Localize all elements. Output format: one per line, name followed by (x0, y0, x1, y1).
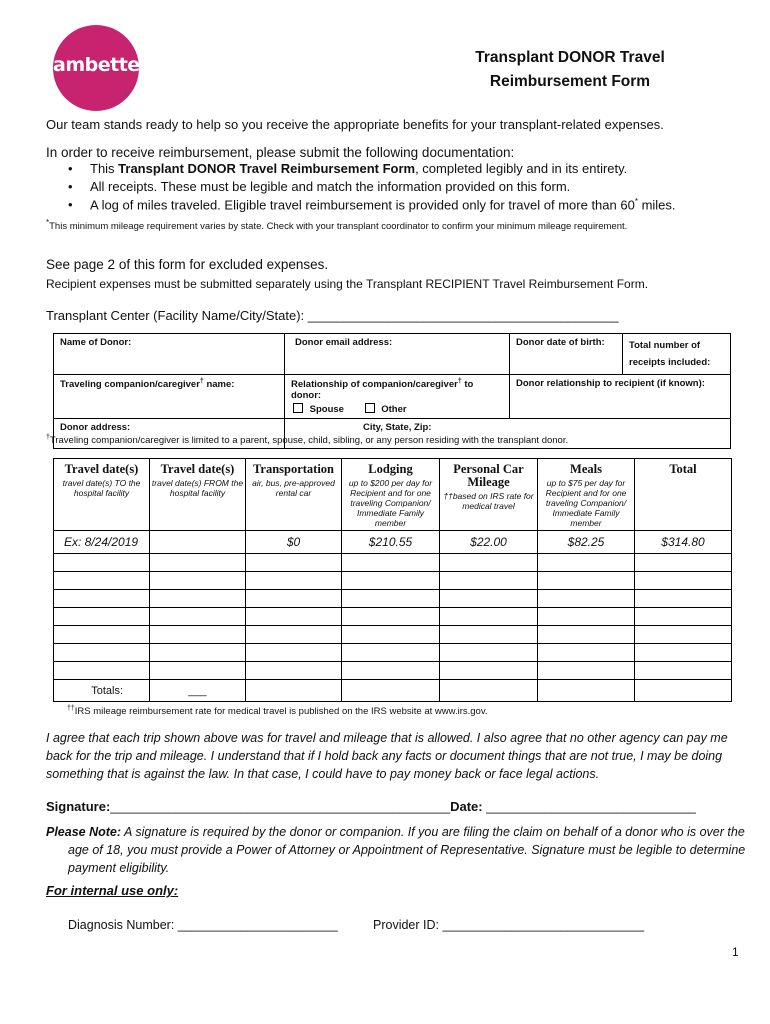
internal-use-label: For internal use only: (46, 883, 179, 898)
city-state-zip-cell[interactable]: City, State, Zip: (285, 419, 731, 449)
companion-name-cell[interactable]: Traveling companion/caregiver† name: (54, 375, 285, 419)
companion-footnote: †Traveling companion/caregiver is limited to a parent, spouse, child, sibling, or any person residing with the transplant donor. (46, 434, 569, 447)
donor-name-cell[interactable]: Name of Donor: (54, 334, 285, 375)
example-meals: $82.25 (538, 531, 635, 554)
spouse-checkbox[interactable] (293, 403, 303, 413)
donor-info-table (53, 333, 731, 449)
header-meals: Meals up to $75 per day for Recipient and for one traveling Companion/ Immediate Family member (538, 459, 635, 531)
example-date-to: Ex: 8/24/2019 (54, 531, 150, 554)
documentation-lead: In order to receive reimbursement, please submit the following documentation: (46, 145, 515, 160)
intro-text: Our team stands ready to help so you receive the appropriate benefits for your transplant-related expenses. (46, 117, 664, 132)
expense-table (53, 458, 732, 702)
expense-header-row (54, 459, 732, 531)
header-total: Total (635, 459, 732, 531)
bullet-receipts: • All receipts. These must be legible and match the information provided on this form. (68, 179, 571, 194)
header-mileage: Personal Car Mileage ††based on IRS rate for medical travel (440, 459, 538, 531)
please-note: Please Note: A signature is required by the donor or companion. If you are filing the claim on behalf of a donor who is over the age of 18, you must provide a Power of Attorney or Appointment of Representative. Signature must be legible to determine payment eligibility. (46, 825, 746, 875)
logo-text: ambetter. (53, 54, 153, 76)
see-page-2: See page 2 of this form for excluded expenses. (46, 257, 329, 272)
example-lodging: $210.55 (342, 531, 440, 554)
header-travel-to: Travel date(s) travel date(s) TO the hospital facility (54, 459, 150, 531)
bullet-form: • This Transplant DONOR Travel Reimbursement Form, completed legibly and in its entirety. (68, 161, 628, 176)
table-row[interactable] (54, 572, 732, 590)
donor-address-cell[interactable]: Donor address: (54, 419, 285, 449)
diagnosis-number-field[interactable]: Diagnosis Number: _______________________ (68, 918, 338, 932)
header-travel-from: Travel date(s) travel date(s) FROM the hospital facility (150, 459, 246, 531)
receipts-count-cell[interactable]: Total number of receipts included: (623, 334, 731, 375)
relationship-cell: Relationship of companion/caregiver† to donor: Spouse Other (285, 375, 510, 419)
table-row[interactable] (54, 554, 732, 572)
provider-id-field[interactable]: Provider ID: _____________________________ (373, 918, 645, 932)
example-row (54, 531, 732, 554)
signature-line[interactable]: Signature:_______________________________________________Date: _____________________________ (46, 799, 696, 814)
example-transportation: $0 (246, 531, 342, 554)
bullet-mileage: • A log of miles traveled. Eligible travel reimbursement is provided only for travel of more than 60* miles. (68, 197, 676, 213)
totals-row (54, 680, 732, 702)
recipient-note: Recipient expenses must be submitted separately using the Transplant RECIPIENT Travel Reimbursement Form. (46, 277, 649, 291)
page-number: 1 (732, 945, 739, 959)
transplant-center-field[interactable]: Transplant Center (Facility Name/City/State): ___________________________________________ (46, 308, 619, 323)
agreement-text: I agree that each trip shown above was for travel and mileage that is allowed. I also agree that no other agency can pay me back for the trip and mileage. I understand that if I hold back any facts or document things that are not true, I may be doing something that is against the law. In that case, I could have to pay money back or face legal actions. (46, 731, 728, 781)
example-mileage: $22.00 (440, 531, 538, 554)
table-row[interactable] (54, 662, 732, 680)
donor-dob-cell[interactable]: Donor date of birth: (510, 334, 623, 375)
table-row[interactable] (54, 590, 732, 608)
irs-footnote: ††IRS mileage reimbursement rate for medical travel is published on the IRS website at www.irs.gov. (67, 705, 488, 718)
example-total: $314.80 (635, 531, 732, 554)
donor-email-cell[interactable]: Donor email address: (285, 334, 510, 375)
header-transportation: Transportation air, bus, pre-approved rental car (246, 459, 342, 531)
form-title: Transplant DONOR Travel Reimbursement Form (475, 49, 665, 90)
registered-mark: ® (124, 93, 129, 99)
header-lodging: Lodging up to $200 per day for Recipient and for one traveling Companion/ Immediate Family member (342, 459, 440, 531)
table-row[interactable] (54, 644, 732, 662)
totals-label: Totals: (54, 680, 150, 702)
other-checkbox[interactable] (365, 403, 375, 413)
table-row[interactable] (54, 608, 732, 626)
donor-relationship-cell[interactable]: Donor relationship to recipient (if known): (510, 375, 731, 419)
mileage-footnote: *This minimum mileage requirement varies by state. Check with your transplant coordinator to confirm your minimum mileage requirement. (46, 218, 628, 233)
example-date-from (150, 531, 246, 554)
totals-from: ___ (150, 680, 246, 702)
table-row[interactable] (54, 626, 732, 644)
